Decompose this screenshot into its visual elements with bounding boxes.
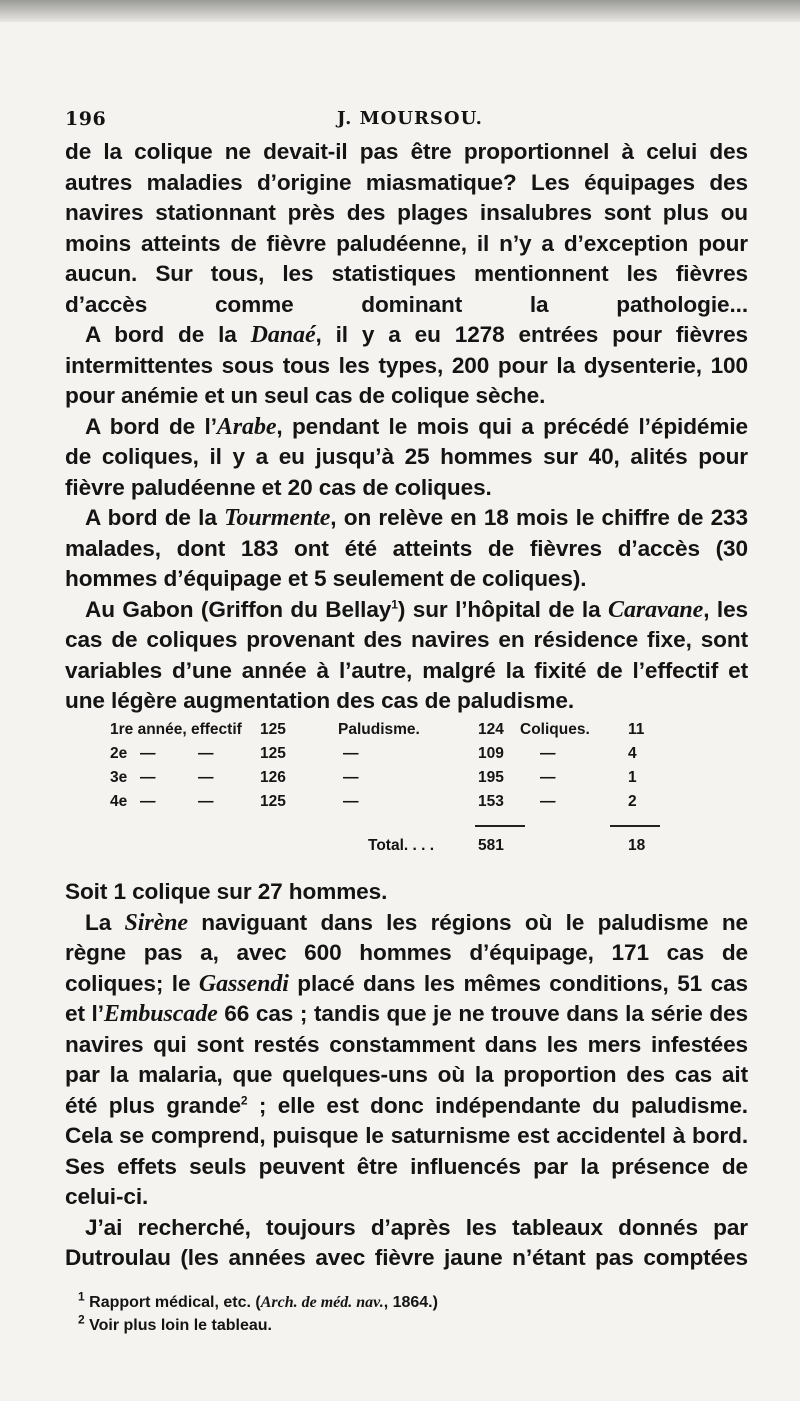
row-pal-label: — — [343, 745, 359, 762]
row-col-label: — — [540, 793, 556, 810]
ditto-dash: — — [198, 745, 214, 762]
running-head: J. MOURSOU. — [337, 108, 483, 129]
scan-edge — [0, 0, 800, 22]
row-effectif: 125 — [260, 793, 286, 810]
ditto-dash: — — [140, 745, 156, 762]
row-coliques: 11 — [628, 721, 645, 738]
row-pal-label: Paludisme. — [338, 721, 420, 738]
row-year: 1re année, effectif — [110, 721, 242, 738]
footnote-2: $^2$ Voir plus loin le tableau. — [78, 1312, 272, 1334]
ship-name: Tourmente — [224, 505, 331, 531]
row-year: 2e — [110, 745, 128, 762]
row-year: 4e — [110, 793, 128, 810]
row-col-label: — — [540, 745, 556, 762]
row-effectif: 126 — [260, 769, 286, 786]
ship-name: Gassendi — [198, 970, 289, 997]
paragraph-5: Au Gabon (Griffon du Bellay$^1$) sur l’hôpital de la Caravane, les cas de coliques provenant des navires en résidence fixe, sont variables d’une année à l’autre, malgré la fixité de l’effectif et une légère augmentation des cas de paludisme. — [65, 596, 748, 713]
table-total-row — [110, 837, 730, 861]
table-row — [110, 793, 730, 817]
ship-name: Sirène — [124, 909, 188, 936]
paragraph-2: A bord de la Danaé, il y a eu 1278 entrées pour fièvres intermittentes sous tous les types, 200 pour la dysenterie, 100 pour anémie et un seul cas de colique sèche. — [65, 322, 748, 408]
row-paludisme: 109 — [478, 745, 504, 762]
row-paludisme: 195 — [478, 769, 504, 786]
paragraph-3: A bord de l’Arabe, pendant le mois qui a précédé l’épidémie de coliques, il y a eu jusqu’à 25 hommes sur 40, alités pour fièvre paludéenne et 20 cas de coliques. — [65, 413, 748, 500]
row-year: 3e — [110, 769, 128, 786]
page-header — [65, 108, 745, 138]
footnote-ref: 2 — [240, 1092, 248, 1107]
ship-name: Embuscade — [103, 1001, 218, 1027]
row-effectif: 125 — [260, 721, 286, 738]
ditto-dash: — — [140, 793, 156, 810]
row-effectif: 125 — [260, 745, 286, 762]
row-col-label: — — [540, 769, 556, 786]
main-text — [65, 137, 748, 717]
row-coliques: 1 — [628, 769, 637, 786]
row-paludisme: 124 — [478, 721, 504, 738]
row-pal-label: — — [343, 769, 359, 786]
ditto-dash: — — [140, 769, 156, 786]
paragraph-7: La Sirène naviguant dans les régions où le paludisme ne règne pas a, avec 600 hommes d’équipage, 171 cas de coliques; le Gassendi placé dans les mêmes conditions, 51 cas et l’Embuscade 66 cas ; tandis que je ne trouve dans la série des navires qui sont restés constamment dans les mers infestées par la malaria, que quelques-uns où la proportion des cas ait été plus grande$^2$ ; elle est donc indépendante du paludisme. Cela se comprend, puisque le saturnisme est accidentel à bord. Ses effets seuls peuvent être influencés par la présence de celui-ci. — [65, 909, 749, 1209]
footnote-ref: 1 — [391, 596, 398, 611]
ship-name: Danaé — [250, 322, 316, 348]
paragraph-1: de la colique ne devait-il pas être proportionnel à celui des autres maladies d’origine miasmatique? Les équipages des navires stationnant près des plages insalubres sont plus ou moins atteints de fièvre paludéenne, il n’y a d’exception pour aucun. Sur tous, les statistiques mentionnent les fièvres d’accès comme dominant la pathologie... — [65, 139, 748, 317]
page-number: 196 — [65, 108, 107, 130]
ship-name: Arabe — [216, 413, 277, 440]
paragraph-4: A bord de la Tourmente, on relève en 18 mois le chiffre de 233 malades, dont 183 ont été atteints de fièvres d’accès (30 hommes d’équipage et 5 seulement de coliques). — [65, 505, 748, 591]
table-row — [110, 745, 730, 769]
row-pal-label: — — [343, 793, 359, 810]
footnote-1: $^1$ Rapport médical, etc. (Arch. de méd. nav., 1864.) — [78, 1289, 438, 1311]
sum-rule — [610, 825, 660, 827]
main-text-continued — [65, 877, 748, 1274]
paragraph-8: J’ai recherché, toujours d’après les tableaux donnés par Dutroulau (les années avec fièvre jaune n’étant pas comptées — [65, 1214, 748, 1270]
row-col-label: Coliques. — [520, 721, 590, 738]
total-paludisme: 581 — [478, 837, 504, 854]
ditto-dash: — — [198, 793, 214, 810]
ship-name: Caravane — [608, 596, 704, 623]
row-coliques: 2 — [628, 793, 637, 810]
sum-rule — [475, 825, 525, 827]
paragraph-6: Soit 1 colique sur 27 hommes. — [65, 879, 388, 904]
total-label: Total. . . . — [368, 837, 435, 854]
table-row — [110, 769, 730, 793]
total-coliques: 18 — [628, 837, 646, 854]
footnotes — [78, 1291, 738, 1337]
ditto-dash: — — [198, 769, 214, 786]
row-coliques: 4 — [628, 745, 637, 762]
row-paludisme: 153 — [478, 793, 504, 810]
table-row — [110, 721, 730, 745]
